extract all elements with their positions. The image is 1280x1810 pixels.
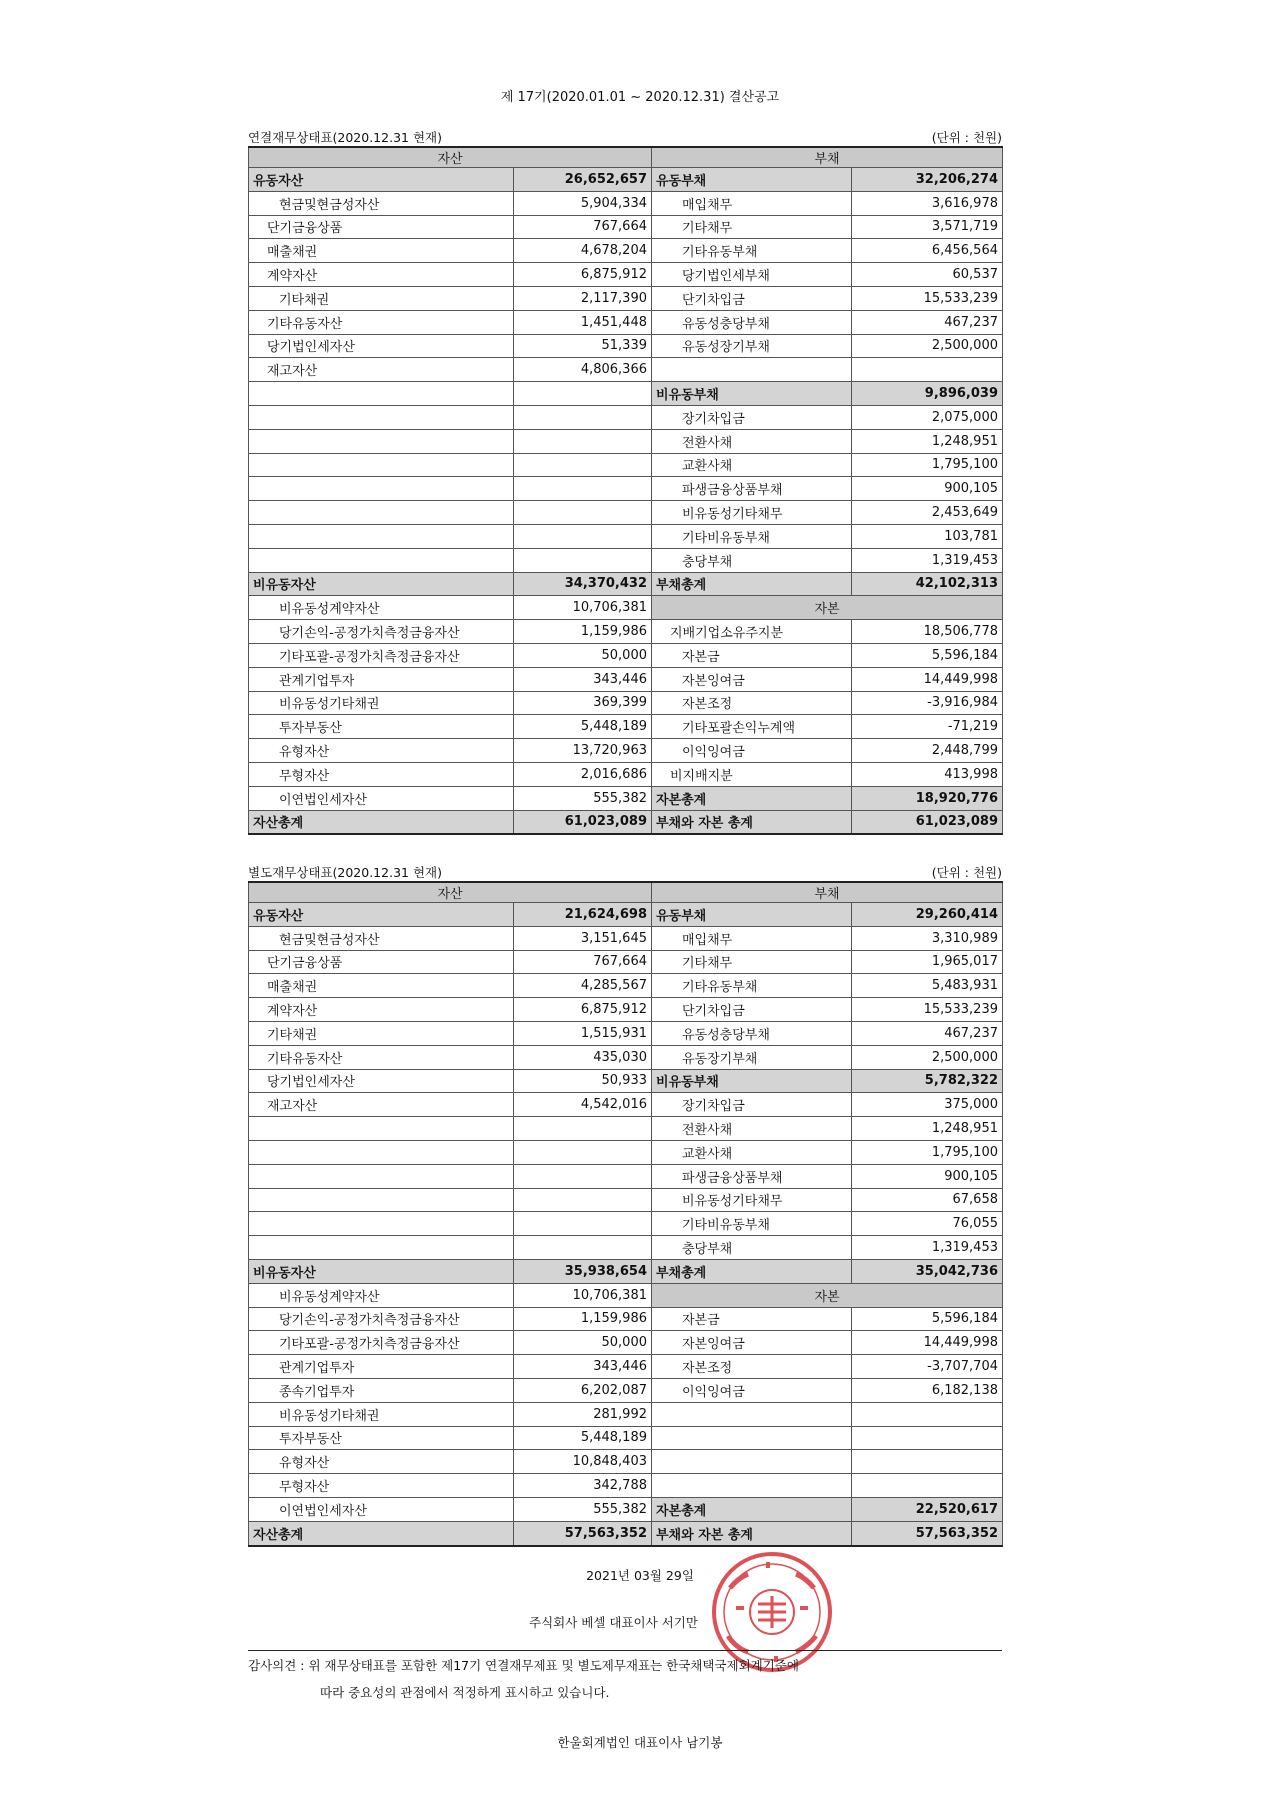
table-row (249, 974, 1003, 998)
liability-label: 부채와 자본 총계 (652, 1521, 852, 1545)
asset-label: 무형자산 (249, 762, 514, 786)
asset-label: 재고자산 (249, 358, 514, 382)
asset-amount (514, 1236, 652, 1260)
liability-amount: 2,453,649 (852, 501, 1003, 525)
asset-label: 기타채권 (249, 286, 514, 310)
announcement-date: 2021년 03월 29일 (586, 1568, 694, 1583)
asset-amount: 21,624,698 (514, 903, 652, 927)
asset-amount: 343,446 (514, 1355, 652, 1379)
asset-amount: 5,448,189 (514, 715, 652, 739)
table-row (249, 667, 1003, 691)
liability-amount: 15,533,239 (852, 286, 1003, 310)
asset-amount (514, 477, 652, 501)
asset-amount: 435,030 (514, 1045, 652, 1069)
asset-amount: 4,678,204 (514, 239, 652, 263)
table-row (249, 1378, 1003, 1402)
asset-amount: 10,706,381 (514, 1283, 652, 1307)
asset-amount: 61,023,089 (514, 810, 652, 834)
liability-amount: 61,023,089 (852, 810, 1003, 834)
liability-amount: 375,000 (852, 1093, 1003, 1117)
liability-label: 기타유동부채 (652, 974, 852, 998)
liability-amount: 900,105 (852, 477, 1003, 501)
table-row (249, 548, 1003, 572)
audit-opinion-line-2: 따라 중요성의 관점에서 적정하게 표시하고 있습니다. (320, 1685, 610, 1700)
table-row (249, 358, 1003, 382)
asset-amount (514, 382, 652, 406)
asset-label: 기타채권 (249, 1021, 514, 1045)
asset-label: 유형자산 (249, 1450, 514, 1474)
asset-label: 비유동성기타채권 (249, 1402, 514, 1426)
table-row (249, 382, 1003, 406)
table-row (249, 786, 1003, 810)
asset-label: 매출채권 (249, 974, 514, 998)
liability-amount: 67,658 (852, 1188, 1003, 1212)
liability-amount: 18,506,778 (852, 620, 1003, 644)
liability-label: 당기법인세부채 (652, 263, 852, 287)
liability-amount: 2,500,000 (852, 1045, 1003, 1069)
asset-amount: 1,159,986 (514, 1307, 652, 1331)
asset-amount: 6,202,087 (514, 1378, 652, 1402)
equity-section-header: 자본 (652, 1283, 1003, 1307)
liability-label: 비유동성기타채무 (652, 1188, 852, 1212)
liability-amount: 5,483,931 (852, 974, 1003, 998)
liability-amount: 1,795,100 (852, 1140, 1003, 1164)
asset-label: 계약자산 (249, 998, 514, 1022)
table-row (249, 572, 1003, 596)
assets-header: 자산 (249, 882, 652, 903)
table-row (249, 1426, 1003, 1450)
audit-opinion-line-1: 감사의견 : 위 재무상태표를 포함한 제17기 연결재무제표 및 별도제무재표는 한국채택국제회계기준에 (248, 1658, 799, 1673)
table-row (249, 1474, 1003, 1498)
liability-label: 기타비유동부채 (652, 524, 852, 548)
liability-label: 기타비유동부채 (652, 1212, 852, 1236)
liability-label: 자본조정 (652, 1355, 852, 1379)
liability-amount (852, 1426, 1003, 1450)
assets-header: 자산 (249, 147, 652, 168)
asset-label: 비유동성계약자산 (249, 1283, 514, 1307)
table-row (249, 1140, 1003, 1164)
liability-amount: 103,781 (852, 524, 1003, 548)
liability-label: 파생금융상품부채 (652, 1164, 852, 1188)
liability-amount: 3,571,719 (852, 215, 1003, 239)
asset-label: 재고자산 (249, 1093, 514, 1117)
table-row (249, 429, 1003, 453)
liability-amount: 1,319,453 (852, 1236, 1003, 1260)
consolidated-table (248, 146, 1003, 835)
asset-label: 당기손익-공정가치측정금융자산 (249, 1307, 514, 1331)
table-row (249, 810, 1003, 834)
liability-amount: 76,055 (852, 1212, 1003, 1236)
asset-label: 비유동자산 (249, 1259, 514, 1283)
liability-amount: 467,237 (852, 1021, 1003, 1045)
asset-label: 기타유동자산 (249, 1045, 514, 1069)
asset-label: 당기법인세자산 (249, 1069, 514, 1093)
liability-label: 유동부채 (652, 168, 852, 192)
table-row (249, 334, 1003, 358)
liability-label (652, 1426, 852, 1450)
asset-label: 기타유동자산 (249, 310, 514, 334)
table-row (249, 1331, 1003, 1355)
liability-amount: 900,105 (852, 1164, 1003, 1188)
auditor-signature: 한울회계법인 대표이사 남기봉 (557, 1735, 723, 1750)
consolidated-title: 연결재무상태표(2020.12.31 현재) (248, 130, 442, 145)
liability-amount: -3,707,704 (852, 1355, 1003, 1379)
liability-label: 부채총계 (652, 1259, 852, 1283)
table-row (249, 263, 1003, 287)
table-row (249, 1117, 1003, 1141)
liability-label: 비유동성기타채무 (652, 501, 852, 525)
asset-label: 비유동성계약자산 (249, 596, 514, 620)
asset-amount: 13,720,963 (514, 739, 652, 763)
asset-label: 종속기업투자 (249, 1378, 514, 1402)
table-row (249, 215, 1003, 239)
liability-amount: 1,965,017 (852, 950, 1003, 974)
company-ceo: 주식회사 베셀 대표이사 서기만 (529, 1615, 698, 1630)
liability-label: 유동성충당부채 (652, 1021, 852, 1045)
liability-amount: 2,448,799 (852, 739, 1003, 763)
liability-amount: 9,896,039 (852, 382, 1003, 406)
asset-label: 유동자산 (249, 903, 514, 927)
asset-label (249, 453, 514, 477)
liability-label: 비유동부채 (652, 1069, 852, 1093)
liability-amount: 1,795,100 (852, 453, 1003, 477)
table-row (249, 596, 1003, 620)
liability-label: 유동성충당부채 (652, 310, 852, 334)
asset-amount: 1,515,931 (514, 1021, 652, 1045)
liability-amount: 467,237 (852, 310, 1003, 334)
asset-label: 이연법인세자산 (249, 786, 514, 810)
asset-label: 기타포괄-공정가치측정금융자산 (249, 1331, 514, 1355)
table-row (249, 239, 1003, 263)
liability-amount: 3,310,989 (852, 926, 1003, 950)
asset-label: 비유동자산 (249, 572, 514, 596)
liability-amount: 1,248,951 (852, 1117, 1003, 1141)
table-row (249, 1164, 1003, 1188)
asset-amount: 5,448,189 (514, 1426, 652, 1450)
table-row (249, 643, 1003, 667)
liability-label: 지배기업소유주지분 (652, 620, 852, 644)
liability-label: 자본잉여금 (652, 667, 852, 691)
asset-amount (514, 548, 652, 572)
asset-amount: 767,664 (514, 215, 652, 239)
asset-label: 비유동성기타채권 (249, 691, 514, 715)
asset-amount (514, 1212, 652, 1236)
asset-label: 단기금융상품 (249, 950, 514, 974)
separate-unit: (단위 : 천원) (931, 865, 1002, 880)
table-row (249, 1283, 1003, 1307)
table-row (249, 1497, 1003, 1521)
asset-label: 무형자산 (249, 1474, 514, 1498)
liability-label: 충당부채 (652, 1236, 852, 1260)
liability-label: 비유동부채 (652, 382, 852, 406)
document-title: 제 17기(2020.01.01 ~ 2020.12.31) 결산공고 (500, 90, 780, 105)
table-row (249, 524, 1003, 548)
liability-amount: 5,596,184 (852, 1307, 1003, 1331)
liability-amount: -71,219 (852, 715, 1003, 739)
asset-label: 매출채권 (249, 239, 514, 263)
asset-label (249, 382, 514, 406)
asset-amount: 369,399 (514, 691, 652, 715)
consolidated-unit: (단위 : 천원) (931, 130, 1002, 145)
liability-amount: 2,075,000 (852, 405, 1003, 429)
liability-label: 기타채무 (652, 215, 852, 239)
liability-amount: 22,520,617 (852, 1497, 1003, 1521)
asset-label: 계약자산 (249, 263, 514, 287)
table-row (249, 405, 1003, 429)
asset-amount (514, 1188, 652, 1212)
table-row (249, 1450, 1003, 1474)
asset-label (249, 548, 514, 572)
liability-amount: 3,616,978 (852, 191, 1003, 215)
asset-amount (514, 1117, 652, 1141)
liability-amount: 57,563,352 (852, 1521, 1003, 1545)
asset-amount: 2,016,686 (514, 762, 652, 786)
asset-label: 투자부동산 (249, 715, 514, 739)
consolidated-balance-sheet (248, 128, 1002, 835)
asset-amount: 10,706,381 (514, 596, 652, 620)
table-row (249, 286, 1003, 310)
asset-label: 유형자산 (249, 739, 514, 763)
asset-label (249, 501, 514, 525)
asset-label: 당기손익-공정가치측정금융자산 (249, 620, 514, 644)
liability-label: 단기차입금 (652, 286, 852, 310)
liability-label: 자본금 (652, 643, 852, 667)
table-row (249, 998, 1003, 1022)
asset-amount: 342,788 (514, 1474, 652, 1498)
asset-amount: 281,992 (514, 1402, 652, 1426)
liability-label: 자본잉여금 (652, 1331, 852, 1355)
asset-label: 이연법인세자산 (249, 1497, 514, 1521)
table-row (249, 715, 1003, 739)
liability-label: 충당부채 (652, 548, 852, 572)
liability-label: 유동부채 (652, 903, 852, 927)
table-row (249, 691, 1003, 715)
asset-amount: 50,000 (514, 1331, 652, 1355)
table-row (249, 477, 1003, 501)
asset-amount: 5,904,334 (514, 191, 652, 215)
asset-amount (514, 1164, 652, 1188)
asset-amount (514, 524, 652, 548)
separate-table (248, 881, 1003, 1547)
asset-amount: 1,159,986 (514, 620, 652, 644)
liability-label: 부채와 자본 총계 (652, 810, 852, 834)
liability-label: 자본총계 (652, 1497, 852, 1521)
table-row (249, 168, 1003, 192)
liability-label: 전환사채 (652, 429, 852, 453)
asset-label (249, 429, 514, 453)
asset-amount: 34,370,432 (514, 572, 652, 596)
table-row (249, 620, 1003, 644)
asset-amount: 35,938,654 (514, 1259, 652, 1283)
table-row (249, 762, 1003, 786)
liability-amount: 42,102,313 (852, 572, 1003, 596)
liability-amount: 14,449,998 (852, 1331, 1003, 1355)
asset-label: 투자부동산 (249, 1426, 514, 1450)
liability-amount: 2,500,000 (852, 334, 1003, 358)
table-row (249, 191, 1003, 215)
liability-label: 자본조정 (652, 691, 852, 715)
table-header-row (249, 147, 1003, 168)
liability-label (652, 358, 852, 382)
liability-label (652, 1450, 852, 1474)
asset-amount (514, 453, 652, 477)
liability-label: 전환사채 (652, 1117, 852, 1141)
liability-label: 이익잉여금 (652, 739, 852, 763)
asset-label: 자산총계 (249, 1521, 514, 1545)
asset-label (249, 405, 514, 429)
equity-section-header: 자본 (652, 596, 1003, 620)
asset-label (249, 477, 514, 501)
table-row (249, 453, 1003, 477)
asset-amount: 51,339 (514, 334, 652, 358)
liability-label: 유동장기부채 (652, 1045, 852, 1069)
liability-label: 장기차입금 (652, 1093, 852, 1117)
asset-amount (514, 501, 652, 525)
asset-amount: 555,382 (514, 1497, 652, 1521)
liability-amount: 35,042,736 (852, 1259, 1003, 1283)
liability-label: 기타채무 (652, 950, 852, 974)
asset-label (249, 1117, 514, 1141)
liability-amount: 29,260,414 (852, 903, 1003, 927)
liability-amount: 60,537 (852, 263, 1003, 287)
asset-amount: 50,000 (514, 643, 652, 667)
table-row (249, 1188, 1003, 1212)
asset-amount: 1,451,448 (514, 310, 652, 334)
signature-divider (248, 1650, 1002, 1651)
liability-label: 기타유동부채 (652, 239, 852, 263)
table-row (249, 1045, 1003, 1069)
table-row (249, 950, 1003, 974)
table-row (249, 903, 1003, 927)
liability-amount: 5,782,322 (852, 1069, 1003, 1093)
table-row (249, 1402, 1003, 1426)
liability-label: 자본금 (652, 1307, 852, 1331)
table-row (249, 1093, 1003, 1117)
liability-label: 교환사채 (652, 1140, 852, 1164)
asset-amount: 4,285,567 (514, 974, 652, 998)
table-row (249, 310, 1003, 334)
asset-label (249, 1164, 514, 1188)
separate-balance-sheet (248, 863, 1002, 1547)
table-row (249, 501, 1003, 525)
asset-amount: 6,875,912 (514, 263, 652, 287)
asset-amount: 767,664 (514, 950, 652, 974)
asset-label (249, 524, 514, 548)
liability-amount: 1,319,453 (852, 548, 1003, 572)
liability-amount (852, 1474, 1003, 1498)
asset-amount: 3,151,645 (514, 926, 652, 950)
asset-label (249, 1212, 514, 1236)
liability-label: 매입채무 (652, 926, 852, 950)
liability-label: 단기차입금 (652, 998, 852, 1022)
liability-amount: 413,998 (852, 762, 1003, 786)
liability-label: 이익잉여금 (652, 1378, 852, 1402)
asset-label: 단기금융상품 (249, 215, 514, 239)
liability-label: 유동성장기부채 (652, 334, 852, 358)
asset-amount: 26,652,657 (514, 168, 652, 192)
asset-amount: 10,848,403 (514, 1450, 652, 1474)
liability-label: 기타포괄손익누계액 (652, 715, 852, 739)
liability-amount (852, 358, 1003, 382)
liability-label: 파생금융상품부채 (652, 477, 852, 501)
liability-label: 부채총계 (652, 572, 852, 596)
asset-label (249, 1188, 514, 1212)
asset-amount (514, 405, 652, 429)
asset-amount (514, 1140, 652, 1164)
liabilities-header: 부채 (652, 882, 1003, 903)
asset-amount: 50,933 (514, 1069, 652, 1093)
asset-amount: 6,875,912 (514, 998, 652, 1022)
table-row (249, 1212, 1003, 1236)
liability-amount: 6,456,564 (852, 239, 1003, 263)
liability-amount: 18,920,776 (852, 786, 1003, 810)
liability-label (652, 1474, 852, 1498)
asset-label: 관계기업투자 (249, 667, 514, 691)
liability-label: 장기차입금 (652, 405, 852, 429)
table-row (249, 739, 1003, 763)
asset-label: 유동자산 (249, 168, 514, 192)
table-header-row (249, 882, 1003, 903)
asset-amount: 57,563,352 (514, 1521, 652, 1545)
liability-amount: 6,182,138 (852, 1378, 1003, 1402)
liability-label: 매입채무 (652, 191, 852, 215)
table-row (249, 1355, 1003, 1379)
liability-amount: 5,596,184 (852, 643, 1003, 667)
asset-label: 현금및현금성자산 (249, 926, 514, 950)
liability-label: 교환사채 (652, 453, 852, 477)
liabilities-header: 부채 (652, 147, 1003, 168)
separate-title: 별도재무상태표(2020.12.31 현재) (248, 865, 442, 880)
asset-label: 관계기업투자 (249, 1355, 514, 1379)
asset-amount (514, 429, 652, 453)
table-row (249, 1069, 1003, 1093)
asset-amount: 2,117,390 (514, 286, 652, 310)
asset-amount: 555,382 (514, 786, 652, 810)
asset-label: 자산총계 (249, 810, 514, 834)
asset-label: 기타포괄-공정가치측정금융자산 (249, 643, 514, 667)
liability-amount (852, 1402, 1003, 1426)
liability-amount: 1,248,951 (852, 429, 1003, 453)
liability-amount: 32,206,274 (852, 168, 1003, 192)
asset-label: 현금및현금성자산 (249, 191, 514, 215)
table-row (249, 926, 1003, 950)
liability-amount: -3,916,984 (852, 691, 1003, 715)
table-row (249, 1521, 1003, 1545)
asset-label (249, 1140, 514, 1164)
liability-amount: 14,449,998 (852, 667, 1003, 691)
liability-label: 비지배지분 (652, 762, 852, 786)
asset-amount: 4,542,016 (514, 1093, 652, 1117)
liability-label (652, 1402, 852, 1426)
liability-amount (852, 1450, 1003, 1474)
table-row (249, 1259, 1003, 1283)
table-row (249, 1021, 1003, 1045)
asset-label (249, 1236, 514, 1260)
table-row (249, 1307, 1003, 1331)
liability-label: 자본총계 (652, 786, 852, 810)
liability-amount: 15,533,239 (852, 998, 1003, 1022)
asset-label: 당기법인세자산 (249, 334, 514, 358)
asset-amount: 343,446 (514, 667, 652, 691)
asset-amount: 4,806,366 (514, 358, 652, 382)
table-row (249, 1236, 1003, 1260)
